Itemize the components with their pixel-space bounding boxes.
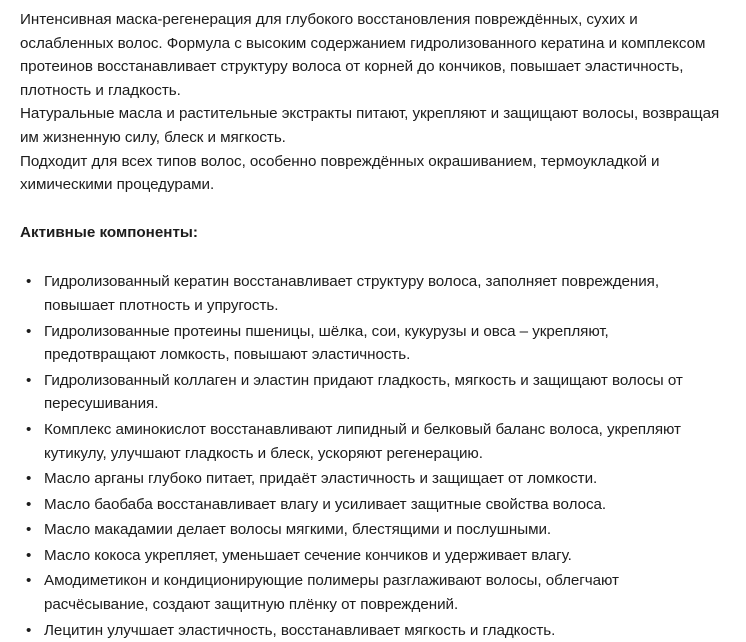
- list-item-text: Лецитин улучшает эластичность, восстанавливает мягкость и гладкость.: [44, 621, 556, 639]
- list-item-text: Гидролизованный коллаген и эластин придают гладкость, мягкость и защищают волосы от пересушивания.: [44, 371, 683, 413]
- bullet-icon: •: [26, 273, 32, 291]
- list-item: [20, 518, 722, 542]
- bullet-icon: •: [26, 371, 32, 389]
- list-item: [20, 544, 722, 568]
- list-item: [20, 619, 722, 642]
- bullet-icon: •: [26, 495, 32, 513]
- list-item-text: Масло макадамии делает волосы мягкими, блестящими и послушными.: [44, 521, 552, 539]
- list-item: [20, 493, 722, 517]
- list-item-text: Гидролизованные протеины пшеницы, шёлка, сои, кукурузы и овса – укрепляют, предотвращают ломкость, повышают эластичность.: [44, 322, 609, 364]
- list-item: [20, 569, 722, 616]
- bullet-icon: •: [26, 572, 32, 590]
- list-item-text: Масло кокоса укрепляет, уменьшает сечение кончиков и удерживает влагу.: [44, 546, 572, 564]
- description-block: [20, 8, 722, 197]
- list-item: [20, 467, 722, 491]
- list-item-text: Гидролизованный кератин восстанавливает структуру волоса, заполняет повреждения, повышает плотность и упругость.: [44, 273, 660, 314]
- list-item: [20, 418, 722, 465]
- description-paragraph-3: Подходит для всех типов волос, особенно повреждённых окрашиванием, термоукладкой и химическими процедурами.: [20, 152, 660, 194]
- bullet-icon: •: [26, 621, 32, 639]
- bullet-icon: •: [26, 521, 32, 539]
- list-item-text: Комплекс аминокислот восстанавливают липидный и белковый баланс волоса, укрепляют кутикулу, улучшают гладкость и блеск, ускоряют регенерацию.: [44, 420, 681, 462]
- list-item-text: Масло арганы глубоко питает, придаёт эластичность и защищает от ломкости.: [44, 470, 598, 488]
- list-item: [20, 270, 722, 317]
- list-item-text: Масло баобаба восстанавливает влагу и усиливает защитные свойства волоса.: [44, 495, 607, 513]
- list-item: [20, 320, 722, 367]
- bullet-icon: •: [26, 420, 32, 438]
- bullet-icon: •: [26, 322, 32, 340]
- description-paragraph-2: Натуральные масла и растительные экстракты питают, укрепляют и защищают волосы, возвращая им жизненную силу, блеск и мягкость.: [20, 105, 720, 146]
- components-title: Активные компоненты:: [20, 223, 198, 241]
- description-paragraph-1: Интенсивная маска-регенерация для глубокого восстановления повреждённых, сухих и ослабленных волос. Формула с высоким содержанием гидролизованного кератина и комплексом протеинов восстанавливает структуру волоса от корней до кончиков, повышает эластичность, плотность и гладкость.: [20, 11, 706, 99]
- list-item: [20, 369, 722, 416]
- list-item-text: Амодиметикон и кондиционирующие полимеры разглаживают волосы, облегчают расчёсывание, создают защитную плёнку от повреждений.: [44, 572, 619, 614]
- bullet-icon: •: [26, 470, 32, 488]
- components-list: [20, 270, 722, 642]
- bullet-icon: •: [26, 546, 32, 564]
